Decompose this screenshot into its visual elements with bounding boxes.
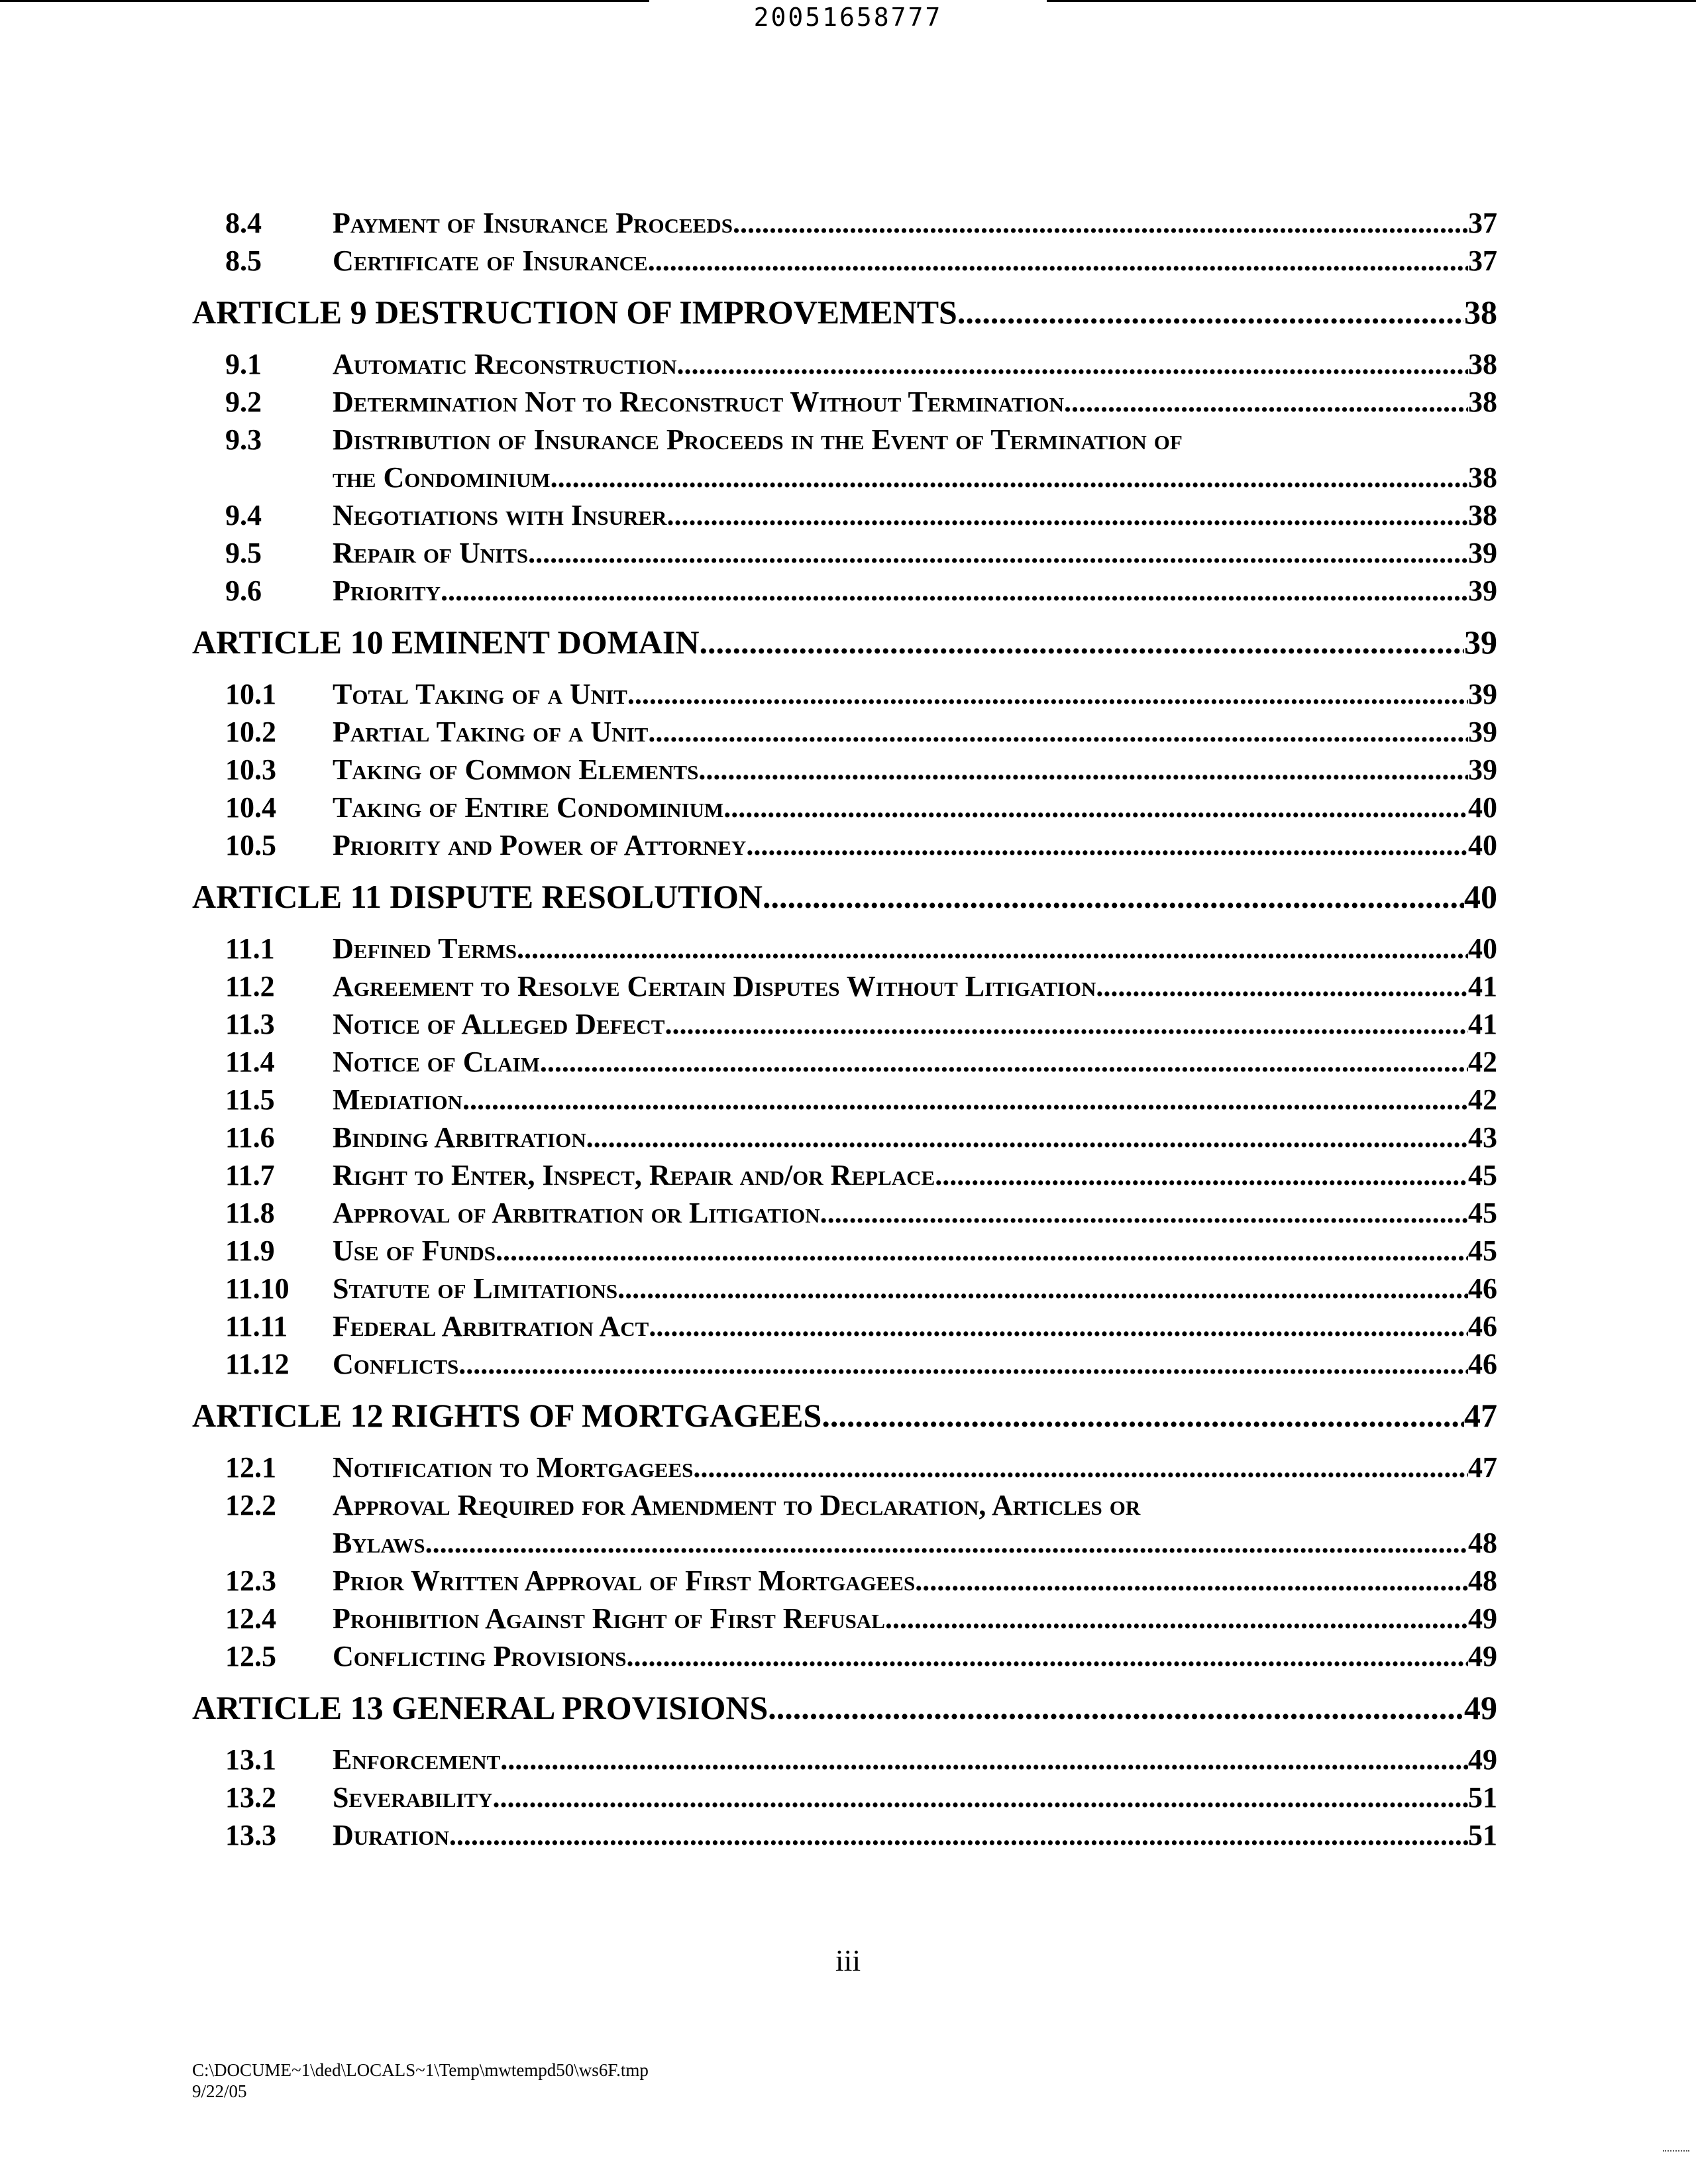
dot-leader [517,930,1468,967]
toc-section-title-continued: the Condominium [333,461,551,494]
toc-section-entry [192,1345,1497,1383]
toc-page-number: 40 [1468,829,1497,861]
toc-page-number: 38 [1468,499,1497,531]
dot-leader [699,624,1464,661]
toc-page-number: 46 [1468,1348,1497,1380]
toc-section-entry [192,713,1497,751]
toc-page-number: 46 [1468,1310,1497,1342]
toc-section-entry [192,1486,1497,1562]
toc-section-number: 9.3 [225,423,262,456]
toc-page-number: 51 [1468,1819,1497,1851]
toc-section-title: Taking of Common Elements [333,753,699,786]
toc-section-number: 12.5 [225,1640,276,1672]
toc-page-number: 49 [1468,1602,1497,1635]
toc-section-title: Payment of Insurance Proceeds [333,207,733,239]
toc-article-title: ARTICLE 12 RIGHTS OF MORTGAGEES [192,1397,822,1434]
dot-leader [820,1194,1468,1232]
toc-section-number: 12.3 [225,1564,276,1597]
toc-section-number: 9.6 [225,574,262,607]
dot-leader [627,675,1468,713]
toc-article-title: ARTICLE 10 EMINENT DOMAIN [192,624,700,661]
toc-section-line [192,421,1497,459]
toc-section-entry [192,1637,1497,1675]
dot-leader [551,459,1468,496]
toc-section-title: Prior Written Approval of First Mortgagees [333,1564,916,1597]
toc-article-entry [192,878,1497,916]
toc-page-number: 39 [1468,678,1497,710]
toc-article-title: ARTICLE 11 DISPUTE RESOLUTION [192,878,763,915]
dot-leader [666,496,1468,534]
corner-mark [1663,2150,1689,2153]
toc-section-entry [192,1119,1497,1156]
toc-section-title: Federal Arbitration Act [333,1310,649,1342]
toc-section-entry [192,1194,1497,1232]
footer-file-path: C:\DOCUME~1\ded\LOCALS~1\Temp\mwtempd50\ws6F.tmp [192,2060,649,2080]
toc-section-entry [192,572,1497,610]
dot-leader [493,1778,1468,1816]
toc-page-number: 39 [1468,716,1497,748]
toc-page-number: 38 [1468,348,1497,380]
toc-section-number: 11.4 [225,1046,275,1078]
toc-article-entry [192,1397,1497,1435]
toc-section-entry [192,1232,1497,1270]
toc-section-title-continued: Bylaws [333,1527,425,1559]
toc-page-number: 37 [1468,207,1497,239]
dot-leader [733,204,1468,242]
toc-page-number: 39 [1468,537,1497,569]
toc-page-number: 38 [1468,386,1497,418]
toc-section-title: Notice of Claim [333,1046,540,1078]
toc-section-entry [192,421,1497,496]
dot-leader [698,751,1468,789]
toc-section-title: Taking of Entire Condominium [333,791,724,824]
dot-leader [648,713,1468,751]
toc-section-number: 11.6 [225,1121,275,1154]
toc-page-number: 45 [1468,1197,1497,1229]
toc-section-title: Defined Terms [333,932,517,965]
toc-section-title: Determination Not to Reconstruct Without Termination [333,386,1065,418]
dot-leader [957,294,1464,331]
dot-leader [723,789,1468,826]
toc-section-entry [192,496,1497,534]
toc-section-title: Agreement to Resolve Certain Disputes Without Litigation [333,970,1096,1003]
toc-section-title: Notification to Mortgagees [333,1451,694,1484]
toc-section-number: 13.3 [225,1819,276,1851]
dot-leader [540,1043,1468,1081]
toc-page-number: 39 [1468,574,1497,607]
toc-section-entry [192,1270,1497,1307]
toc-section-number: 13.2 [225,1781,276,1814]
toc-page-number: 45 [1468,1234,1497,1267]
dot-leader [885,1600,1468,1637]
toc-section-number: 11.3 [225,1008,275,1040]
toc-section-number: 11.8 [225,1197,275,1229]
toc-section-title: Priority [333,574,441,607]
toc-section-number: 11.1 [225,932,275,965]
toc-section-number: 11.7 [225,1159,275,1191]
document-id: 20051658777 [753,3,943,32]
toc-section-title: Repair of Units [333,537,529,569]
toc-section-title: Use of Funds [333,1234,496,1267]
toc-section-title: Statute of Limitations [333,1272,618,1305]
dot-leader [462,1081,1468,1119]
toc-page-number: 42 [1468,1083,1497,1116]
toc-section-entry [192,534,1497,572]
toc-section-title: Right to Enter, Inspect, Repair and/or Replace [333,1159,935,1191]
dot-leader [617,1270,1468,1307]
toc-page-number: 40 [1468,791,1497,824]
toc-section-entry [192,1778,1497,1816]
dot-leader [763,878,1464,916]
toc-section-number: 10.3 [225,753,276,786]
toc-section-entry [192,383,1497,421]
toc-section-number: 10.1 [225,678,276,710]
toc-section-title: Distribution of Insurance Proceeds in the Event of Termination of [333,423,1183,456]
toc-section-entry [192,1562,1497,1600]
toc-page-number: 39 [1468,753,1497,786]
dot-leader [746,826,1468,864]
toc-section-entry [192,789,1497,826]
toc-article-entry [192,1689,1497,1727]
toc-page-number: 49 [1468,1743,1497,1776]
toc-section-title: Duration [333,1819,449,1851]
toc-section-number: 8.4 [225,207,262,239]
toc-section-number: 10.5 [225,829,276,861]
toc-section-title: Severability [333,1781,493,1814]
page-number: iii [835,1943,861,1977]
toc-section-entry [192,242,1497,280]
toc-section-entry [192,1156,1497,1194]
toc-section-number: 9.1 [225,348,262,380]
dot-leader [649,1307,1468,1345]
toc-section-entry [192,967,1497,1005]
toc-section-number: 11.2 [225,970,275,1003]
toc-page-number: 48 [1468,1527,1497,1559]
toc-section-title: Negotiations with Insurer [333,499,667,531]
toc-article-entry [192,294,1497,331]
toc-section-title: Certificate of Insurance [333,245,648,277]
toc-page-number: 38 [1464,294,1497,331]
toc-section-number: 12.4 [225,1602,276,1635]
toc-page-number: 41 [1468,1008,1497,1040]
toc-section-entry [192,1600,1497,1637]
toc-section-line [192,459,1497,496]
toc-section-number: 11.12 [225,1348,290,1380]
footer-date: 9/22/05 [192,2081,247,2101]
toc-page-number: 51 [1468,1781,1497,1814]
dot-leader [449,1816,1468,1854]
toc-article-entry [192,624,1497,661]
top-border-left [0,0,649,2]
toc-section-title: Total Taking of a Unit [333,678,627,710]
dot-leader [425,1524,1468,1562]
toc-section-entry [192,1043,1497,1081]
toc-section-entry [192,1081,1497,1119]
toc-section-number: 9.4 [225,499,262,531]
toc-section-number: 10.2 [225,716,276,748]
toc-section-title: Partial Taking of a Unit [333,716,649,748]
dot-leader [626,1637,1468,1675]
toc-section-entry [192,930,1497,967]
toc-section-number: 8.5 [225,245,262,277]
dot-leader [768,1689,1464,1727]
toc-section-entry [192,826,1497,864]
toc-page-number: 42 [1468,1046,1497,1078]
toc-section-number: 12.2 [225,1489,276,1521]
toc-page-number: 38 [1468,461,1497,494]
dot-leader [441,572,1468,610]
toc-page-number: 47 [1464,1397,1497,1434]
dot-leader [500,1741,1468,1778]
toc-section-title: Conflicts [333,1348,459,1380]
toc-page-number: 40 [1468,932,1497,965]
toc-page-number: 39 [1464,624,1497,661]
toc-section-entry [192,345,1497,383]
toc-section-entry [192,1005,1497,1043]
toc-page-number: 37 [1468,245,1497,277]
toc-section-line [192,1486,1497,1524]
toc-section-number: 11.5 [225,1083,275,1116]
toc-section-entry [192,675,1497,713]
toc-section-number: 9.2 [225,386,262,418]
dot-leader [528,534,1468,572]
toc-section-title: Conflicting Provisions [333,1640,627,1672]
toc-page-number: 46 [1468,1272,1497,1305]
toc-section-title: Prohibition Against Right of First Refusal [333,1602,885,1635]
toc-page-number: 41 [1468,970,1497,1003]
toc-page-number: 48 [1468,1564,1497,1597]
dot-leader [915,1562,1468,1600]
toc-section-title: Approval of Arbitration or Litigation [333,1197,820,1229]
dot-leader [458,1345,1468,1383]
dot-leader [586,1119,1468,1156]
top-border-right [1047,0,1696,2]
toc-page-number: 45 [1468,1159,1497,1191]
toc-section-number: 11.11 [225,1310,288,1342]
dot-leader [693,1448,1468,1486]
toc-page-number: 49 [1464,1689,1497,1726]
toc-section-title: Priority and Power of Attorney [333,829,747,861]
toc-article-title: ARTICLE 13 GENERAL PROVISIONS [192,1689,768,1726]
dot-leader [1096,967,1468,1005]
toc-section-line [192,1524,1497,1562]
toc-section-title: Approval Required for Amendment to Declaration, Articles or [333,1489,1141,1521]
table-of-contents [192,204,1497,1854]
toc-section-number: 9.5 [225,537,262,569]
toc-section-entry [192,1448,1497,1486]
toc-section-title: Notice of Alleged Defect [333,1008,665,1040]
toc-section-number: 13.1 [225,1743,276,1776]
dot-leader [822,1397,1464,1435]
toc-page-number: 47 [1468,1451,1497,1484]
toc-section-number: 12.1 [225,1451,276,1484]
toc-page-number: 49 [1468,1640,1497,1672]
toc-section-title: Enforcement [333,1743,501,1776]
dot-leader [1064,383,1468,421]
toc-page-number: 43 [1468,1121,1497,1154]
toc-section-title: Mediation [333,1083,462,1116]
toc-section-title: Binding Arbitration [333,1121,586,1154]
toc-section-number: 10.4 [225,791,276,824]
toc-section-entry [192,1307,1497,1345]
toc-section-number: 11.9 [225,1234,275,1267]
dot-leader [648,242,1468,280]
toc-section-entry [192,751,1497,789]
toc-section-entry [192,204,1497,242]
toc-section-entry [192,1741,1497,1778]
dot-leader [496,1232,1468,1270]
dot-leader [677,345,1468,383]
toc-section-entry [192,1816,1497,1854]
toc-article-title: ARTICLE 9 DESTRUCTION OF IMPROVEMENTS [192,294,957,331]
footer [192,2059,649,2102]
toc-section-title: Automatic Reconstruction [333,348,677,380]
dot-leader [935,1156,1468,1194]
toc-section-number: 11.10 [225,1272,290,1305]
toc-page-number: 40 [1464,878,1497,915]
dot-leader [664,1005,1468,1043]
